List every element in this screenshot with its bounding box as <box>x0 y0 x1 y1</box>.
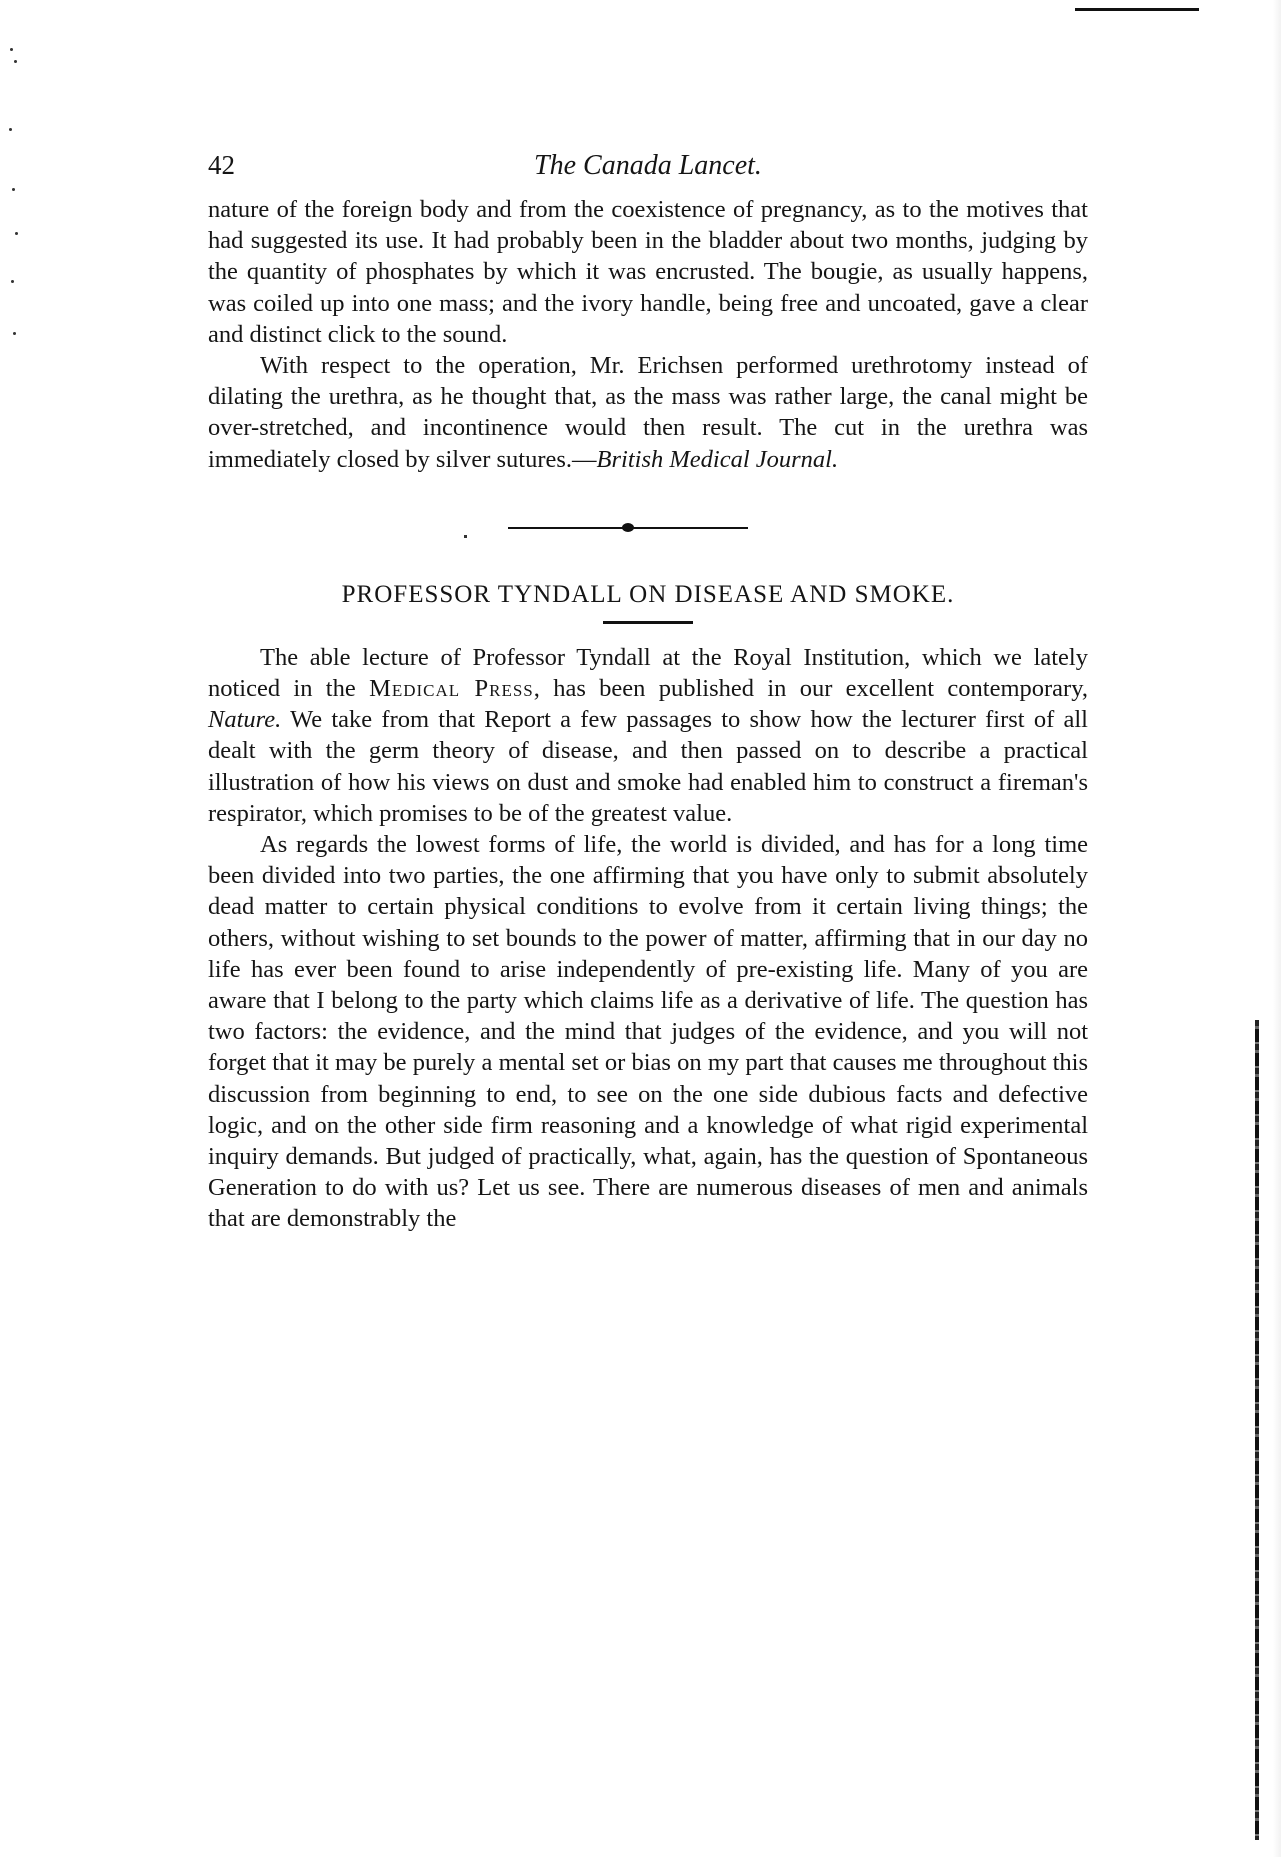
article-title: PROFESSOR TYNDALL ON DISEASE AND SMOKE. <box>341 580 955 608</box>
top-rule <box>1075 8 1199 11</box>
speck <box>12 188 15 191</box>
publication-name: Nature. <box>208 706 282 734</box>
journal-title: The Canada Lancet. <box>534 150 762 181</box>
paragraph <box>208 350 1088 475</box>
speck <box>13 332 16 335</box>
title-rule <box>603 621 693 624</box>
paragraph: nature of the foreign body and from the coexistence of pregnancy, as to the motives that had suggested its use. It had probably been in the bladder about two months, judging by the quantity of phosphates by which it was encrusted. The bougie, as usually happens, was coiled up into one mass; and the ivory handle, being free and uncoated, gave a clear and distinct click to the sound. <box>208 196 1088 348</box>
ornament-speck <box>464 535 467 538</box>
binding-streak <box>1255 1020 1259 1840</box>
ornament-dot <box>622 523 634 532</box>
paragraph-text: With respect to the operation, Mr. Erichsen performed urethrotomy instead of dilating the urethra, as he thought that, as the mass was rather large, the canal might be over-stretched, and incontinence would then result. The cut in the urethra was immediately closed by silver sutures.— <box>208 352 1088 473</box>
paragraph-text: The able lecture of Professor Tyndall at the Royal Institution, which we lately noticed in the <box>208 643 1088 703</box>
journal-page <box>208 150 1088 1235</box>
speck <box>10 48 13 51</box>
paragraph: As regards the lowest forms of life, the world is divided, and has for a long time been divided into two parties, the one affirming that you have only to submit absolutely dead matter to certain physical conditions to evolve from it certain living things; the others, without wishing to set bounds to the power of matter, affirming that in our day no life has ever been found to arise independently of pre-existing life. Many of you are aware that I belong to the party which claims life as a derivative of life. The question has two factors: the evidence, and the mind that judges of the evidence, and you will not forget that it may be purely a mental set or bias on my part that causes me throughout this discussion from beginning to end, to see on the one side dubious facts and defective logic, and on the other side firm reasoning and a knowledge of what rigid experimental inquiry demands. But judged of practically, what, again, has the question of Spontaneous Generation to do with us? Let us see. There are numerous diseases of men and animals that are demonstrably the <box>208 831 1088 1233</box>
publication-name: Medical Press <box>369 675 534 703</box>
previous-article-continuation <box>208 194 1088 475</box>
speck <box>14 60 17 63</box>
source-citation: British Medical Journal. <box>596 445 839 473</box>
page-edge-shadow <box>1273 0 1281 1857</box>
page-number: 42 <box>208 150 235 180</box>
speck <box>11 280 14 283</box>
paragraph-text: , has been published in our excellent contemporary, <box>533 675 1088 703</box>
margin-specks <box>0 40 30 360</box>
running-head <box>208 150 1088 194</box>
paragraph <box>208 642 1088 829</box>
speck <box>15 232 18 235</box>
paragraph-text: We take from that Report a few passages to show how the lecturer first of all dealt with the germ theory of disease, and then passed on to describe a practical illustration of how his views on dust and smoke had enabled him to construct a fireman's respirator, which promises to be of the greatest value. <box>208 706 1088 827</box>
speck <box>9 128 12 131</box>
section-ornament <box>208 497 1088 557</box>
